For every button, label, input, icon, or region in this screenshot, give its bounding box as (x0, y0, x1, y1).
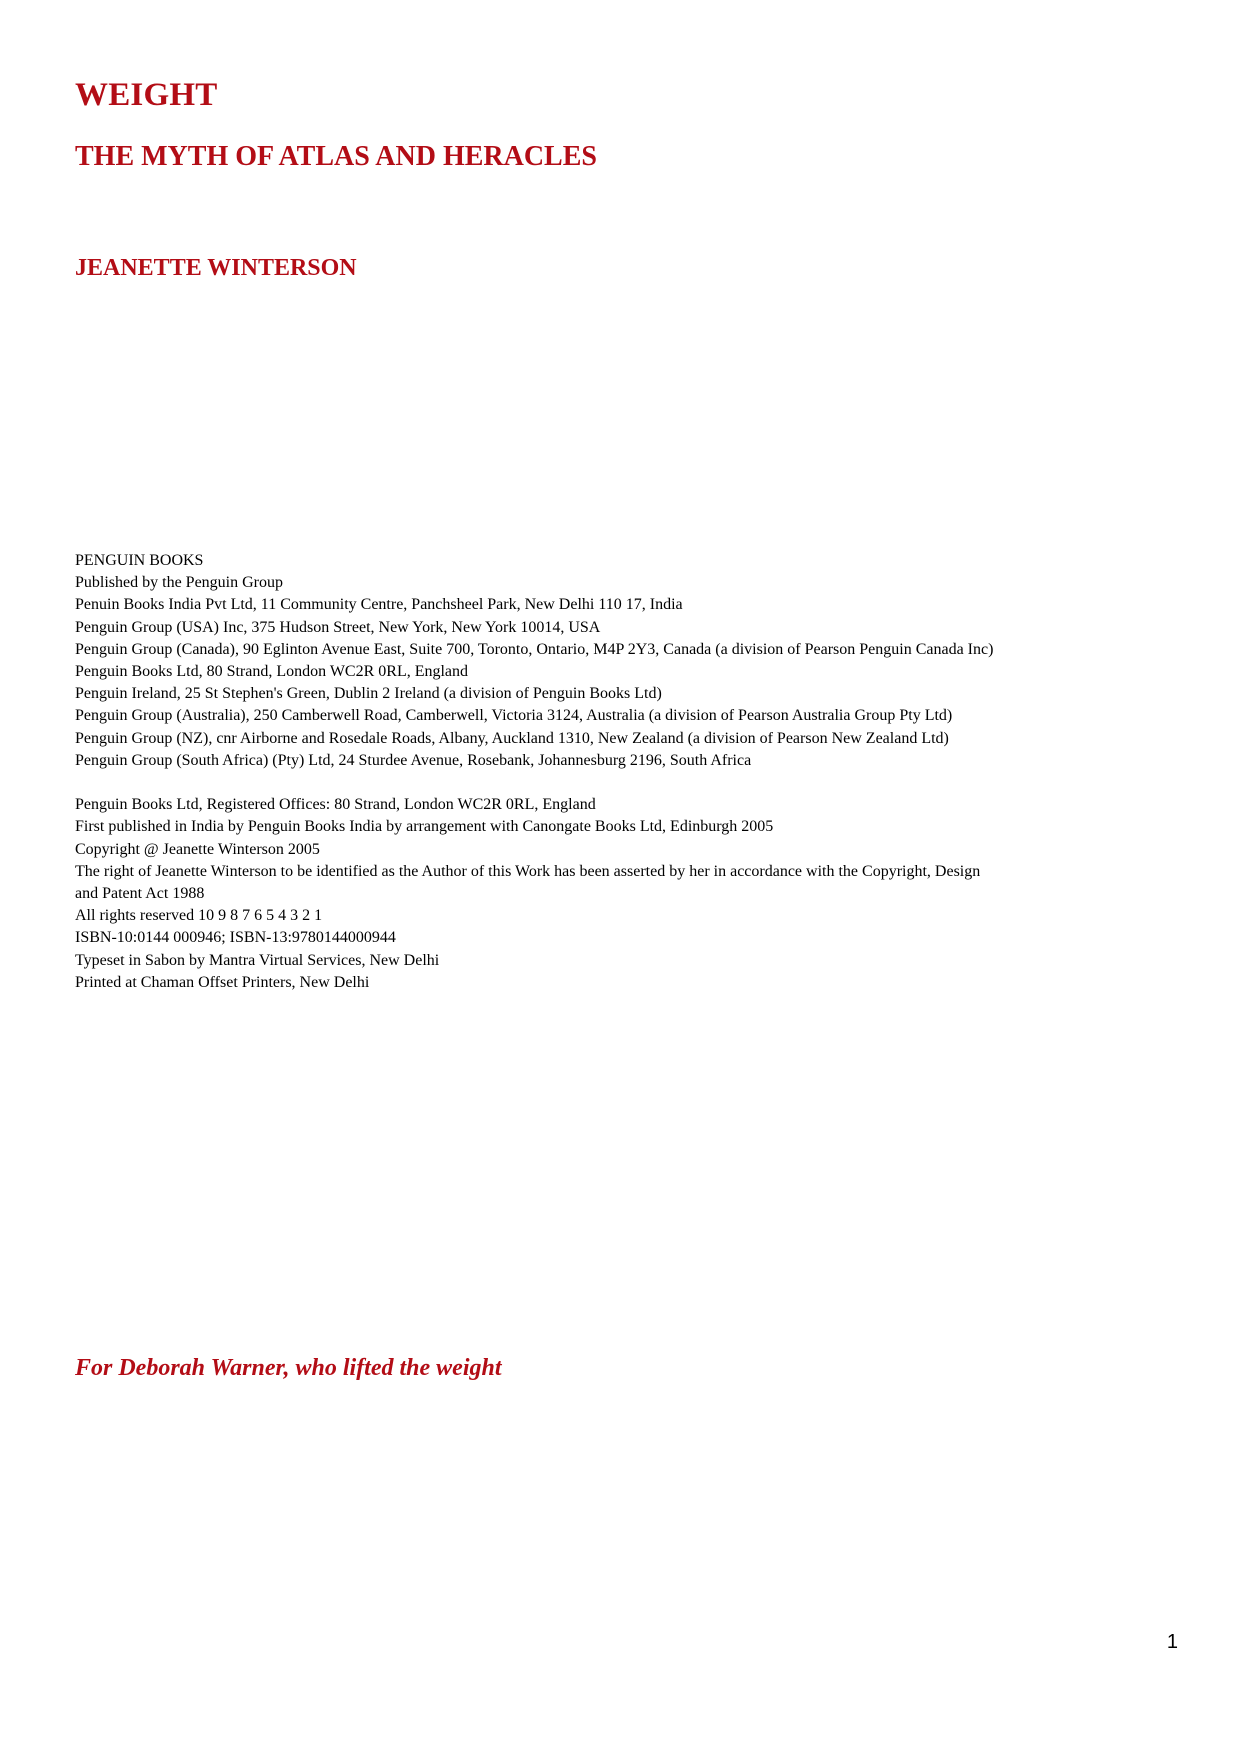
imprint-line: Penguin Books Ltd, 80 Strand, London WC2R 0RL, England (75, 663, 469, 681)
imprint-line: PENGUIN BOOKS (75, 552, 204, 569)
imprint-line: Published by the Penguin Group (75, 574, 283, 592)
author-name: JEANETTE WINTERSON (75, 255, 357, 281)
imprint-line: All rights reserved 10 9 8 7 6 5 4 3 2 1 (75, 907, 323, 925)
imprint-line: First published in India by Penguin Books India by arrangement with Canongate Books Ltd, Edinburgh 2005 (75, 818, 774, 836)
imprint-line: ISBN-10:0144 000946; ISBN-13:9780144000944 (75, 929, 396, 947)
copyright-imprint (75, 550, 1075, 994)
imprint-line: Typeset in Sabon by Mantra Virtual Services, New Delhi (75, 951, 440, 969)
book-title: WEIGHT (75, 77, 218, 113)
imprint-line: Penguin Group (Australia), 250 Camberwell Road, Camberwell, Victoria 3124, Australia (a division of Pearson Australia Group Pty Ltd) (75, 707, 953, 725)
dedication: For Deborah Warner, who lifted the weight (75, 1355, 502, 1381)
imprint-line: Penguin Ireland, 25 St Stephen's Green, Dublin 2 Ireland (a division of Penguin Books Ltd) (75, 685, 662, 703)
imprint-line: Penguin Group (USA) Inc, 375 Hudson Street, New York, New York 10014, USA (75, 618, 601, 636)
imprint-line: Penguin Group (South Africa) (Pty) Ltd, 24 Sturdee Avenue, Rosebank, Johannesburg 2196, South Africa (75, 751, 752, 769)
page-number: 1 (1166, 1631, 1178, 1653)
imprint-spacer (75, 772, 1075, 794)
imprint-line: Penguin Group (Canada), 90 Eglinton Avenue East, Suite 700, Toronto, Ontario, M4P 2Y3, Canada (a division of Pearson Penguin Canada Inc) (75, 640, 994, 658)
imprint-line: Penuin Books India Pvt Ltd, 11 Community Centre, Panchsheel Park, New Delhi 110 17, India (75, 596, 683, 614)
imprint-line: Copyright @ Jeanette Winterson 2005 (75, 840, 320, 858)
imprint-line: Penguin Group (NZ), cnr Airborne and Rosedale Roads, Albany, Auckland 1310, New Zealand (a division of Pearson New Zealand Ltd) (75, 729, 949, 747)
imprint-line: Printed at Chaman Offset Printers, New Delhi (75, 973, 370, 991)
imprint-line: The right of Jeanette Winterson to be identified as the Author of this Work has been asserted by her in accordance with the Copyright, Design (75, 862, 981, 880)
book-subtitle: THE MYTH OF ATLAS AND HERACLES (75, 141, 597, 172)
imprint-line: Penguin Books Ltd, Registered Offices: 80 Strand, London WC2R 0RL, England (75, 796, 596, 814)
imprint-line: and Patent Act 1988 (75, 885, 205, 903)
